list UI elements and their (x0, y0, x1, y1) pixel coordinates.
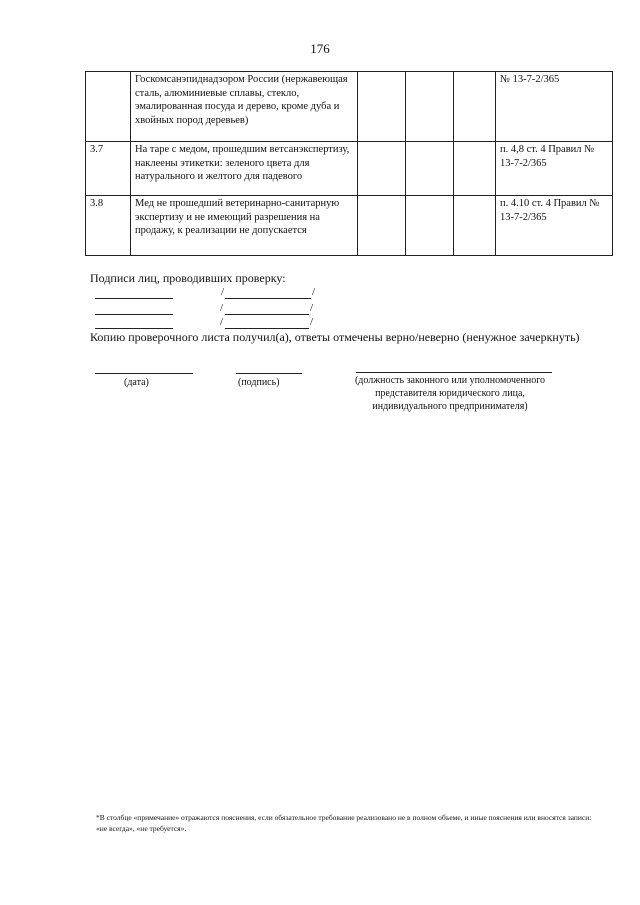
answer-yes-cell (358, 196, 406, 256)
inspector-signature-line[interactable] (95, 314, 173, 315)
table-row (86, 72, 613, 142)
signatures-title: Подписи лиц, проводивших проверку: (90, 271, 286, 285)
checklist-table (85, 71, 613, 256)
position-caption: (должность законного или уполномоченного представителя юридического лица, индивидуального предпринимателя) (354, 375, 546, 412)
inspector-name-line[interactable] (225, 314, 309, 315)
date-caption: (дата) (124, 377, 149, 388)
slash-separator: / (310, 302, 314, 314)
note-cell (454, 196, 496, 256)
signature-line[interactable] (236, 373, 302, 374)
reference-cell: п. 4,8 ст. 4 Правил № 13-7-2/365 (496, 142, 613, 196)
slash-separator: / (310, 316, 314, 328)
reference-cell: № 13-7-2/365 (496, 72, 613, 142)
inspector-name-line[interactable] (225, 298, 311, 299)
note-cell (454, 72, 496, 142)
page-number: 176 (310, 41, 330, 56)
slash-separator: / (220, 302, 224, 314)
answer-no-cell (406, 72, 454, 142)
answer-yes-cell (358, 142, 406, 196)
row-number-cell (86, 72, 131, 142)
requirement-cell: Госкомсанэпиднадзором России (нержавеющая сталь, алюминиевые сплавы, стекло, эмалированная посуда и дерево, кроме дуба и хвойных пород деревьев) (131, 72, 358, 142)
footnote: *В столбце «примечание» отражаются пояснения, если обязательное требование реализовано не в полном объеме, и иные пояснения или вносятся записи: «не всегда», «не требуется». (96, 813, 592, 833)
table-row (86, 142, 613, 196)
inspector-signature-line[interactable] (95, 298, 173, 299)
answer-no-cell (406, 142, 454, 196)
reference-cell: п. 4.10 ст. 4 Правил № 13-7-2/365 (496, 196, 613, 256)
date-line[interactable] (95, 373, 193, 374)
answer-no-cell (406, 196, 454, 256)
note-cell (454, 142, 496, 196)
signature-caption: (подпись) (238, 377, 280, 388)
requirement-cell: На таре с медом, прошедшим ветсанэкспертизу, наклеены этикетки: зеленого цвета для натурального и желтого для падевого (131, 142, 358, 196)
slash-separator: / (312, 286, 316, 298)
position-line[interactable] (356, 372, 552, 373)
row-number-cell: 3.8 (86, 196, 131, 256)
answer-yes-cell (358, 72, 406, 142)
slash-separator: / (221, 286, 225, 298)
copy-received-text: Копию проверочного листа получил(а), ответы отмечены верно/неверно (ненужное зачеркнуть) (90, 330, 580, 344)
row-number-cell: 3.7 (86, 142, 131, 196)
requirement-cell: Мед не прошедший ветеринарно-санитарную экспертизу и не имеющий разрешения на продажу, к реализации не допускается (131, 196, 358, 256)
slash-separator: / (220, 316, 224, 328)
table-row (86, 196, 613, 256)
